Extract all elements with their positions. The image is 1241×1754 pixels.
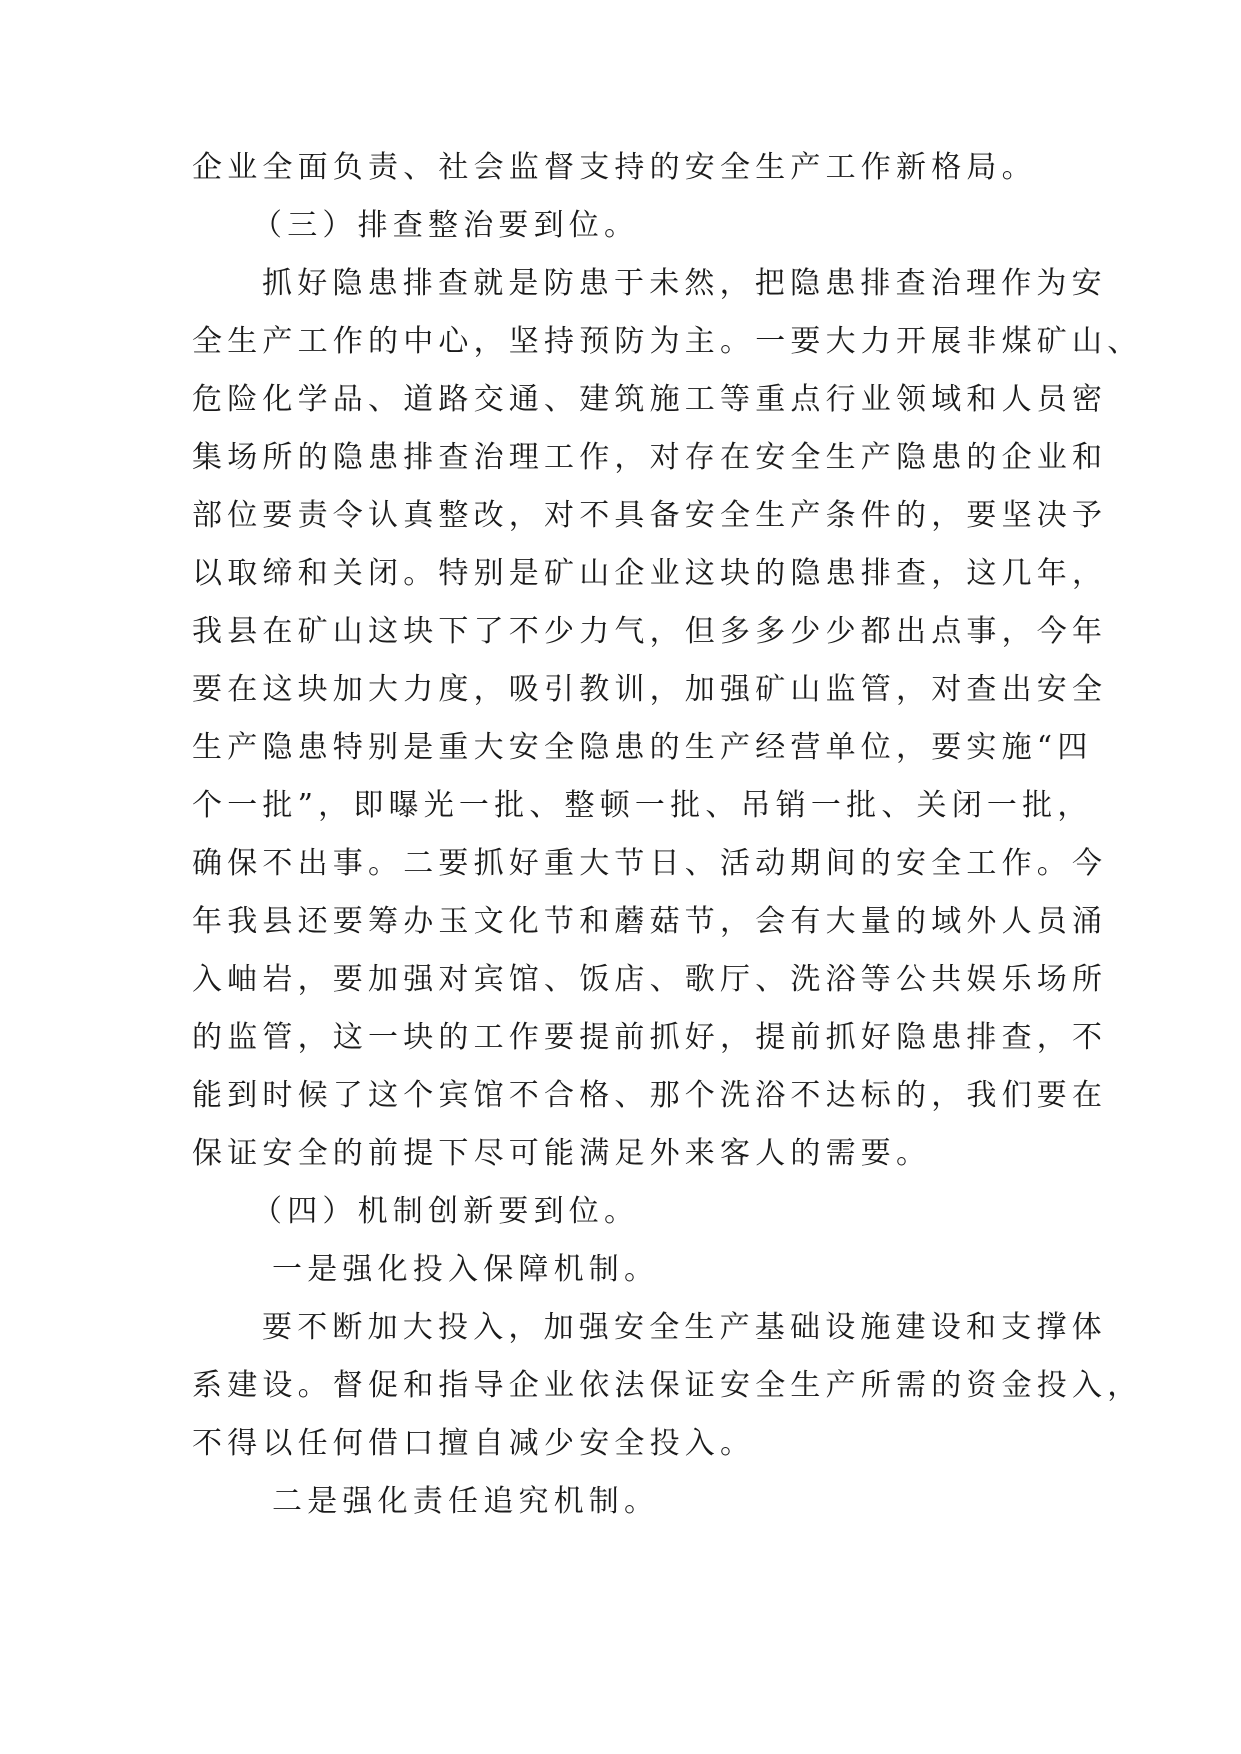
paragraph-line: 我县在矿山这块下了不少力气，但多多少少都出点事，今年 (192, 614, 1108, 649)
paragraph-line: 能到时候了这个宾馆不合格、那个洗浴不达标的，我们要在 (192, 1078, 1108, 1113)
paragraph-line: 生产隐患特别是重大安全隐患的生产经营单位，要实施“四 (192, 730, 1093, 765)
paragraph-line: 全生产工作的中心，坚持预防为主。一要大力开展非煤矿山、 (192, 324, 1143, 359)
paragraph-line: 年我县还要筹办玉文化节和蘑菇节，会有大量的域外人员涌 (192, 904, 1108, 939)
paragraph-line: 个一批”，即曝光一批、整顿一批、吊销一批、关闭一批， (192, 788, 1093, 823)
subheading: 二是强化责任追究机制。 (272, 1484, 660, 1519)
paragraph-line: 系建设。督促和指导企业依法保证安全生产所需的资金投入， (192, 1368, 1143, 1403)
paragraph-line: 不得以任何借口擅自减少安全投入。 (192, 1426, 756, 1461)
paragraph-line: 集场所的隐患排查治理工作，对存在安全生产隐患的企业和 (192, 440, 1108, 475)
subheading: 一是强化投入保障机制。 (272, 1252, 660, 1287)
section-heading: （四）机制创新要到位。 (252, 1194, 640, 1229)
paragraph-line: 入岫岩，要加强对宾馆、饭店、歌厅、洗浴等公共娱乐场所 (192, 962, 1108, 997)
paragraph-line: 危险化学品、道路交通、建筑施工等重点行业领域和人员密 (192, 382, 1108, 417)
paragraph-line: 企业全面负责、社会监督支持的安全生产工作新格局。 (192, 150, 1037, 185)
paragraph-line: 的监管，这一块的工作要提前抓好，提前抓好隐患排查，不 (192, 1020, 1108, 1055)
paragraph-line: 以取缔和关闭。特别是矿山企业这块的隐患排查，这几年， (192, 556, 1108, 591)
paragraph-line: 抓好隐患排查就是防患于未然，把隐患排查治理作为安 (262, 266, 1107, 301)
paragraph-line: 要在这块加大力度，吸引教训，加强矿山监管，对查出安全 (192, 672, 1108, 707)
paragraph-line: 保证安全的前提下尽可能满足外来客人的需要。 (192, 1136, 932, 1171)
section-heading: （三）排查整治要到位。 (252, 208, 640, 243)
paragraph-line: 部位要责令认真整改，对不具备安全生产条件的，要坚决予 (192, 498, 1108, 533)
paragraph-line: 确保不出事。二要抓好重大节日、活动期间的安全工作。今 (192, 846, 1108, 881)
paragraph-line: 要不断加大投入，加强安全生产基础设施建设和支撑体 (262, 1310, 1107, 1345)
